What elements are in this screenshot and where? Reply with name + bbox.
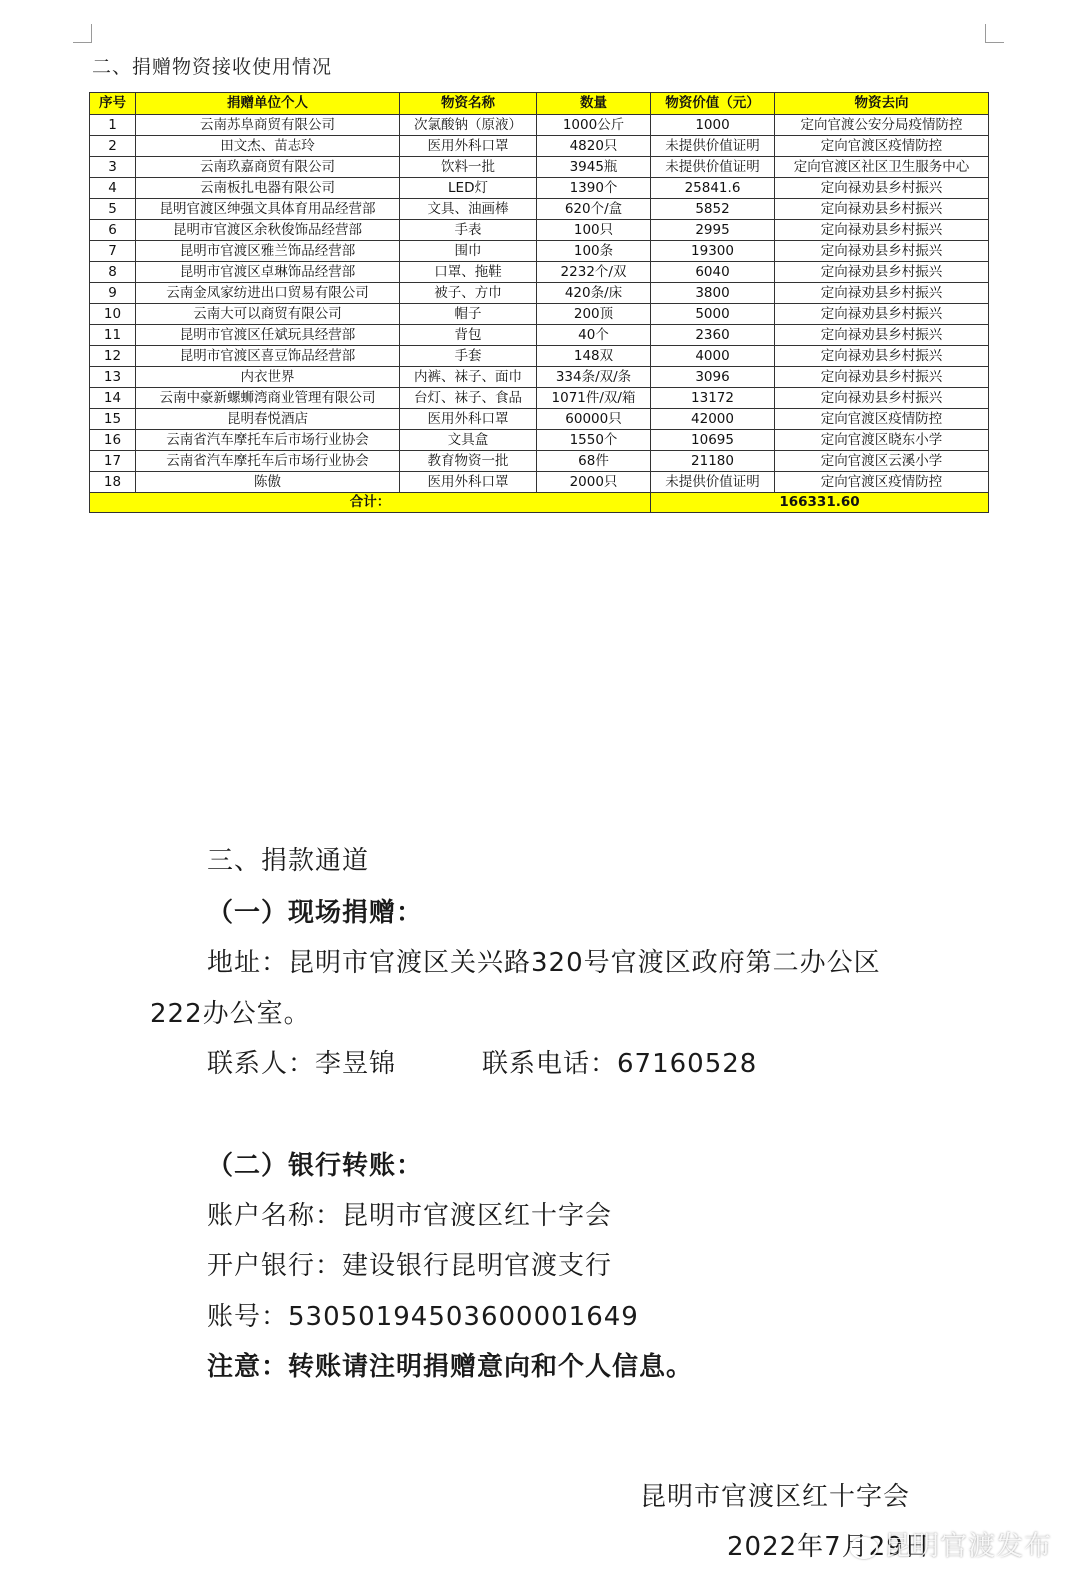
cell-index: 5 (90, 199, 136, 220)
cell-value: 1000 (651, 115, 775, 136)
cell-item: 医用外科口罩 (400, 472, 537, 493)
account-number: 账号：53050194503600001649 (207, 1302, 639, 1332)
col-header-destination: 物资去向 (775, 93, 989, 115)
table-total-row (90, 493, 989, 513)
watermark (850, 1524, 1052, 1563)
cell-item: 医用外科口罩 (400, 409, 537, 430)
cell-index: 18 (90, 472, 136, 493)
cell-quantity: 1550个 (537, 430, 651, 451)
cell-item: LED灯 (400, 178, 537, 199)
table-row (90, 325, 989, 346)
cell-index: 1 (90, 115, 136, 136)
cell-destination: 定向官渡区疫情防控 (775, 472, 989, 493)
table-row (90, 451, 989, 472)
contact-phone: 联系电话：67160528 (482, 1049, 758, 1079)
table-row (90, 388, 989, 409)
cell-donor: 云南省汽车摩托车后市场行业协会 (136, 451, 400, 472)
cell-donor: 云南省汽车摩托车后市场行业协会 (136, 430, 400, 451)
cell-index: 6 (90, 220, 136, 241)
cell-index: 2 (90, 136, 136, 157)
cell-quantity: 1390个 (537, 178, 651, 199)
cell-quantity: 1071件/双/箱 (537, 388, 651, 409)
table-row (90, 220, 989, 241)
cell-value: 5852 (651, 199, 775, 220)
cell-index: 4 (90, 178, 136, 199)
cell-item: 被子、方巾 (400, 283, 537, 304)
cell-index: 12 (90, 346, 136, 367)
cell-destination: 定向禄劝县乡村振兴 (775, 262, 989, 283)
table-body (90, 115, 989, 493)
cell-index: 17 (90, 451, 136, 472)
cell-value: 3096 (651, 367, 775, 388)
cell-quantity: 420条/床 (537, 283, 651, 304)
cell-destination: 定向禄劝县乡村振兴 (775, 367, 989, 388)
cell-quantity: 60000只 (537, 409, 651, 430)
col-header-index: 序号 (90, 93, 136, 115)
col-header-quantity: 数量 (537, 93, 651, 115)
cell-quantity: 620个/盒 (537, 199, 651, 220)
cell-donor: 陈傲 (136, 472, 400, 493)
cell-destination: 定向禄劝县乡村振兴 (775, 199, 989, 220)
table-row (90, 283, 989, 304)
cell-destination: 定向禄劝县乡村振兴 (775, 241, 989, 262)
cell-item: 内裤、袜子、面巾 (400, 367, 537, 388)
cell-quantity: 40个 (537, 325, 651, 346)
section-3-title: 三、捐款通道 (207, 846, 370, 876)
cell-donor: 昆明春悦酒店 (136, 409, 400, 430)
cell-value: 13172 (651, 388, 775, 409)
cell-donor: 昆明市官渡区任斌玩具经营部 (136, 325, 400, 346)
col-header-item: 物资名称 (400, 93, 537, 115)
cell-quantity: 100条 (537, 241, 651, 262)
cell-donor: 田文杰、苗志玲 (136, 136, 400, 157)
cell-value: 19300 (651, 241, 775, 262)
cell-item: 文具、油画棒 (400, 199, 537, 220)
cell-value: 42000 (651, 409, 775, 430)
cell-value: 21180 (651, 451, 775, 472)
cell-destination: 定向禄劝县乡村振兴 (775, 388, 989, 409)
onsite-donation-heading: （一）现场捐赠： (207, 898, 424, 928)
transfer-note: 注意：转账请注明捐赠意向和个人信息。 (207, 1352, 694, 1382)
cell-index: 7 (90, 241, 136, 262)
cell-quantity: 1000公斤 (537, 115, 651, 136)
cell-value: 4000 (651, 346, 775, 367)
cell-value: 未提供价值证明 (651, 472, 775, 493)
table-row (90, 115, 989, 136)
cell-destination: 定向官渡区云溪小学 (775, 451, 989, 472)
table-row (90, 199, 989, 220)
cell-item: 手套 (400, 346, 537, 367)
cell-value: 2995 (651, 220, 775, 241)
cell-destination: 定向禄劝县乡村振兴 (775, 178, 989, 199)
cell-index: 9 (90, 283, 136, 304)
cell-item: 教育物资一批 (400, 451, 537, 472)
cell-value: 3800 (651, 283, 775, 304)
cell-value: 5000 (651, 304, 775, 325)
cell-quantity: 100只 (537, 220, 651, 241)
table-row (90, 346, 989, 367)
cell-donor: 云南中豪新螺蛳湾商业管理有限公司 (136, 388, 400, 409)
watermark-text: 昆明官渡发布 (884, 1531, 1052, 1562)
cell-index: 8 (90, 262, 136, 283)
cell-quantity: 334条/双/条 (537, 367, 651, 388)
table-row (90, 178, 989, 199)
signature-org: 昆明市官渡区红十字会 (640, 1482, 911, 1512)
table-row (90, 472, 989, 493)
cell-item: 围巾 (400, 241, 537, 262)
cell-item: 文具盒 (400, 430, 537, 451)
cell-quantity: 68件 (537, 451, 651, 472)
cell-quantity: 148双 (537, 346, 651, 367)
cell-destination: 定向禄劝县乡村振兴 (775, 304, 989, 325)
cell-index: 3 (90, 157, 136, 178)
section-2-title: 二、捐赠物资接收使用情况 (92, 56, 333, 78)
cell-item: 饮料一批 (400, 157, 537, 178)
cell-value: 10695 (651, 430, 775, 451)
table-row (90, 136, 989, 157)
cell-value: 6040 (651, 262, 775, 283)
cell-value: 25841.6 (651, 178, 775, 199)
cell-donor: 云南板扎电器有限公司 (136, 178, 400, 199)
cell-quantity: 3945瓶 (537, 157, 651, 178)
cell-donor: 昆明市官渡区雅兰饰品经营部 (136, 241, 400, 262)
cell-destination: 定向禄劝县乡村振兴 (775, 346, 989, 367)
table-row (90, 241, 989, 262)
cell-donor: 云南大可以商贸有限公司 (136, 304, 400, 325)
cell-donor: 昆明市官渡区余秋俊饰品经营部 (136, 220, 400, 241)
cell-quantity: 2000只 (537, 472, 651, 493)
cell-donor: 昆明官渡区绅强文具体育用品经营部 (136, 199, 400, 220)
cell-value: 未提供价值证明 (651, 136, 775, 157)
cell-destination: 定向官渡区社区卫生服务中心 (775, 157, 989, 178)
cell-donor: 云南金凤家纺进出口贸易有限公司 (136, 283, 400, 304)
cell-index: 16 (90, 430, 136, 451)
cell-donor: 昆明市官渡区喜豆饰品经营部 (136, 346, 400, 367)
cell-destination: 定向官渡区疫情防控 (775, 136, 989, 157)
cell-index: 11 (90, 325, 136, 346)
donation-table (89, 92, 989, 513)
weibo-icon (850, 1537, 878, 1559)
cell-item: 口罩、拖鞋 (400, 262, 537, 283)
table-row (90, 262, 989, 283)
cell-item: 背包 (400, 325, 537, 346)
cell-destination: 定向官渡区疫情防控 (775, 409, 989, 430)
table-row (90, 430, 989, 451)
bank-name: 开户银行：建设银行昆明官渡支行 (207, 1251, 613, 1281)
cell-index: 14 (90, 388, 136, 409)
cell-destination: 定向官渡区晓东小学 (775, 430, 989, 451)
total-value: 166331.60 (651, 493, 989, 513)
contact-person: 联系人：李昱锦 (207, 1049, 397, 1079)
table-header-row (90, 93, 989, 115)
table-row (90, 304, 989, 325)
table-row (90, 157, 989, 178)
cell-item: 手表 (400, 220, 537, 241)
address-line-2: 222办公室。 (150, 999, 311, 1029)
page-corner-mark-top-right (985, 24, 1004, 43)
table-row (90, 409, 989, 430)
col-header-donor: 捐赠单位个人 (136, 93, 400, 115)
bank-transfer-heading: （二）银行转账： (207, 1151, 424, 1181)
cell-donor: 云南玖嘉商贸有限公司 (136, 157, 400, 178)
cell-donor: 内衣世界 (136, 367, 400, 388)
cell-index: 15 (90, 409, 136, 430)
cell-quantity: 200顶 (537, 304, 651, 325)
cell-donor: 云南苏阜商贸有限公司 (136, 115, 400, 136)
table-row (90, 367, 989, 388)
signature-date: 2022年7月29日 (727, 1532, 931, 1562)
cell-index: 13 (90, 367, 136, 388)
cell-destination: 定向禄劝县乡村振兴 (775, 283, 989, 304)
cell-item: 医用外科口罩 (400, 136, 537, 157)
cell-quantity: 4820只 (537, 136, 651, 157)
cell-item: 帽子 (400, 304, 537, 325)
cell-donor: 昆明市官渡区卓琳饰品经营部 (136, 262, 400, 283)
cell-quantity: 2232个/双 (537, 262, 651, 283)
cell-destination: 定向禄劝县乡村振兴 (775, 325, 989, 346)
total-label: 合计： (90, 493, 651, 513)
cell-destination: 定向官渡公安分局疫情防控 (775, 115, 989, 136)
cell-value: 未提供价值证明 (651, 157, 775, 178)
cell-item: 台灯、袜子、食品 (400, 388, 537, 409)
page-corner-mark-top-left (73, 24, 92, 43)
address-line-1: 地址：昆明市官渡区关兴路320号官渡区政府第二办公区 (207, 948, 881, 978)
cell-index: 10 (90, 304, 136, 325)
cell-destination: 定向禄劝县乡村振兴 (775, 220, 989, 241)
col-header-value: 物资价值（元） (651, 93, 775, 115)
cell-value: 2360 (651, 325, 775, 346)
account-name: 账户名称：昆明市官渡区红十字会 (207, 1201, 613, 1231)
cell-item: 次氯酸钠（原液） (400, 115, 537, 136)
